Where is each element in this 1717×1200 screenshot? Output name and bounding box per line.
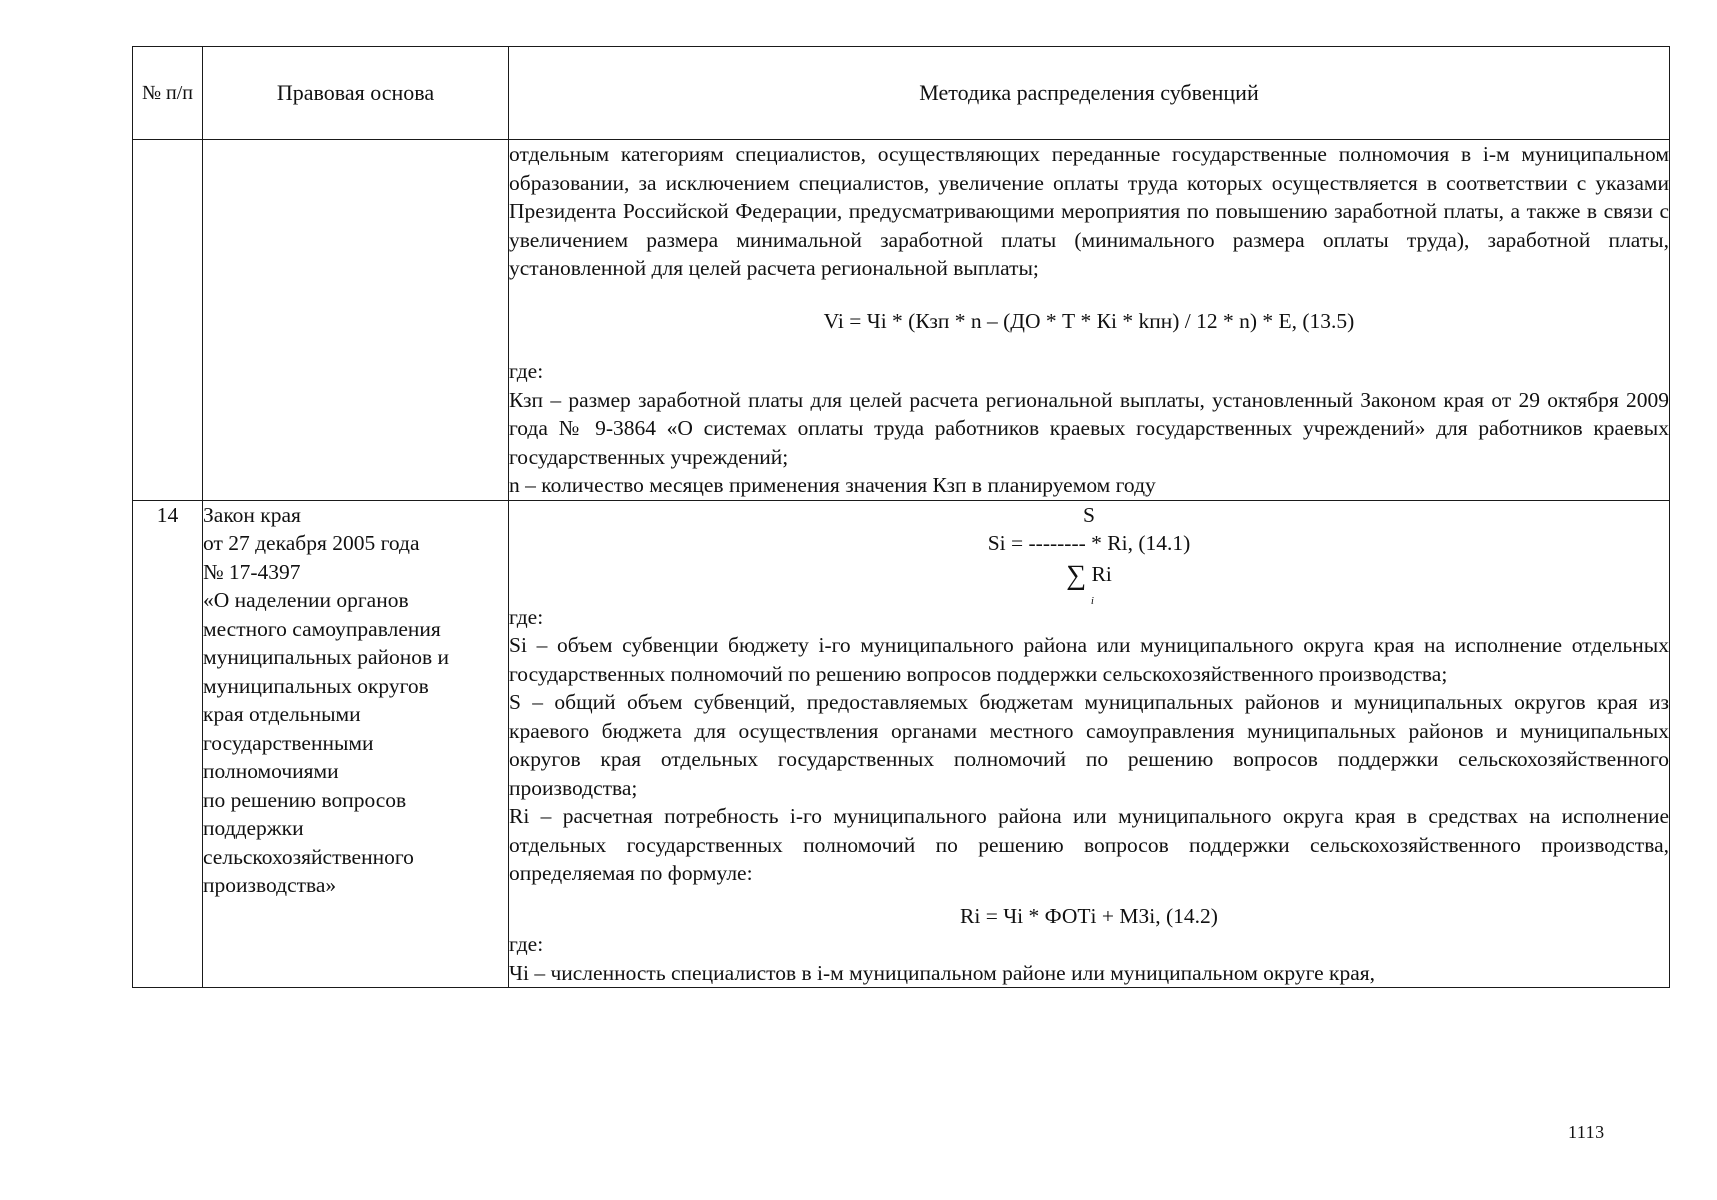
row-13-legal-basis <box>203 140 509 501</box>
legal-basis-line: государственными <box>203 730 374 755</box>
definition-si: Si – объем субвенции бюджету i-го муниципального района или муниципального округа края на исполнение отдельных государственных полномочий по решению вопросов поддержки сельскохозяйственного производства; <box>509 633 1669 686</box>
legal-basis-line: полномочиями <box>203 759 339 783</box>
formula-14-1-numerator: S <box>1083 502 1095 527</box>
table-row-14 <box>133 500 1670 988</box>
definition-chi: Чi – численность специалистов в i-м муниципальном районе или муниципальном округе края, <box>509 960 1376 985</box>
definition-s: S – общий объем субвенций, предоставляемых бюджетам муниципальных районов и муниципальных округов края из краевого бюджета для осуществления органами местного самоуправления муниципальных районов и муниципальных округов края отдельных государственных полномочий по решению вопросов поддержки сельскохозяйственного производства; <box>509 690 1669 800</box>
row-14-number: 14 <box>133 500 203 988</box>
legal-basis-line: от 27 декабря 2005 года <box>203 531 420 555</box>
row-14-where-label-1: где: <box>509 604 544 629</box>
legal-basis-line: «О наделении органов <box>203 588 409 612</box>
header-number: № п/п <box>133 47 203 140</box>
header-methodology: Методика распределения субвенций <box>509 47 1670 140</box>
row-13-where-label: где: <box>509 359 544 383</box>
sum-index: i <box>1090 594 1094 607</box>
methodology-table <box>132 46 1670 988</box>
legal-basis-line: муниципальных округов <box>203 673 429 698</box>
legal-basis-line: № 17-4397 <box>203 559 301 584</box>
formula-14-1 <box>509 501 1669 607</box>
definition-n: n – количество месяцев применения значения Кзп в планируемом году <box>509 473 1156 497</box>
legal-basis-line: сельскохозяйственного <box>203 844 414 869</box>
legal-basis-line: производства» <box>203 873 337 897</box>
row-13-intro-text: отдельным категориям специалистов, осуществляющих переданные государственные полномочия в i-м муниципальном образовании, за исключением специалистов, увеличение оплаты труда которых осуществляется в соответствии с указами Президента Российской Федерации, предусматривающими мероприятия по повышению заработной платы, а также в связи с увеличением размера минимальной заработной платы (минимального размера оплаты труда), заработной платы, установленной для целей расчета региональной выплаты; <box>509 142 1669 280</box>
legal-basis-line: Закон края <box>203 502 301 527</box>
legal-basis-line: по решению вопросов <box>203 787 407 812</box>
definition-ri: Ri – расчетная потребность i-го муниципального района или муниципального округа края в средствах на исполнение отдельных государственных полномочий по решению вопросов поддержки сельскохозяйственного производства, определяемая по формуле: <box>509 804 1669 885</box>
definition-kzp: Кзп – размер заработной платы для целей расчета региональной выплаты, установленный Законом края от 29 октября 2009 года № 9-3864 «О системах оплаты труда работников краевых государственных учреждений» для работников краевых государственных учреждений; <box>509 387 1669 469</box>
formula-14-1-denominator <box>509 559 1669 607</box>
sum-term: Ri <box>1091 561 1112 586</box>
formula-13-5: Vi = Чi * (Кзп * n – (ДО * Т * Кi * kпн) / 12 * n) * Е, (13.5) <box>823 308 1355 333</box>
page-number: 1113 <box>1568 1122 1605 1142</box>
row-14-where-label-2: где: <box>509 932 544 956</box>
header-legal-basis: Правовая основа <box>203 47 509 140</box>
table-header-row <box>133 47 1670 140</box>
legal-basis-line: края отдельными <box>203 702 361 726</box>
row-13-number <box>133 140 203 501</box>
sum-symbol: ∑ <box>1066 559 1087 591</box>
row-13-methodology <box>509 140 1670 501</box>
table-row-13-continued <box>133 140 1670 501</box>
legal-basis-line: поддержки <box>203 816 304 840</box>
row-14-methodology <box>509 500 1670 988</box>
legal-basis-line: муниципальных районов и <box>203 645 450 669</box>
row-14-legal-basis <box>203 500 509 988</box>
formula-14-1-main: Si = -------- * Ri, (14.1) <box>987 530 1191 555</box>
legal-basis-line: местного самоуправления <box>203 616 441 641</box>
formula-14-2: Ri = Чi * ФОТi + МЗi, (14.2) <box>960 903 1218 928</box>
